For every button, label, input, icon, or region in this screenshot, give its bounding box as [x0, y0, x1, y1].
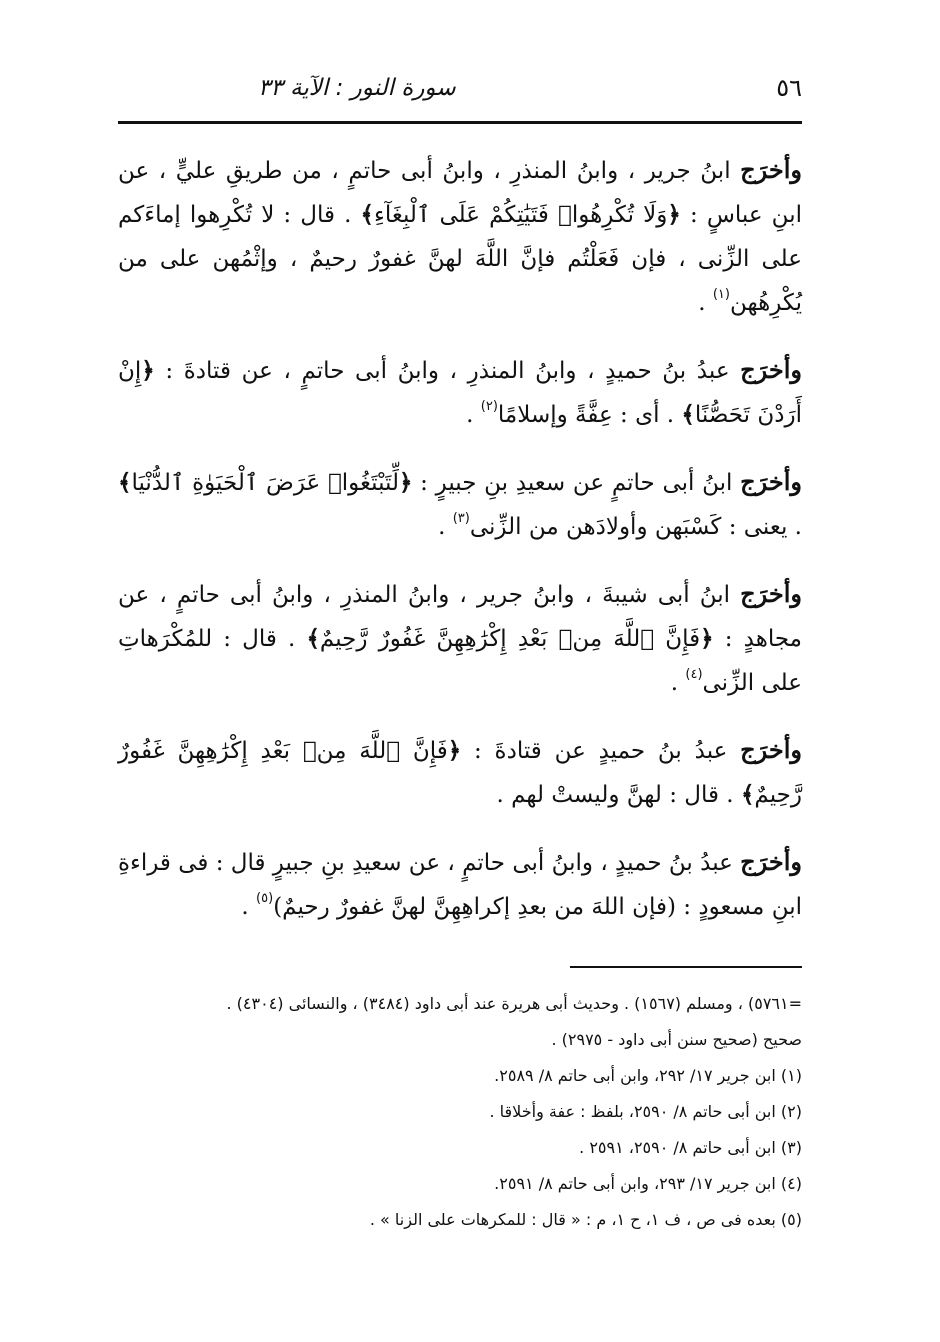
- paragraph: [118, 572, 802, 705]
- quran-quote: وَلَا تُكْرِهُوا۟ فَتَيَٰتِكُمْ عَلَى ٱلْبِغَآءِ: [374, 202, 668, 228]
- quran-quote: فَإِنَّ ٱللَّهَ مِنۢ بَعْدِ إِكْرَٰهِهِنَّ غَفُورٌ رَّحِيمٌ: [118, 738, 802, 808]
- paragraph-lead: وأخرَج: [740, 735, 802, 764]
- footnote-line: (٤) ابن جرير ١٧/ ٢٩٣، وابن أبى حاتم ٨/ ٢٥٩١.: [494, 1174, 802, 1193]
- paragraph: [118, 348, 802, 437]
- quran-bracket-open: ﴿: [141, 358, 155, 384]
- quran-bracket-open: ﴿: [700, 626, 714, 652]
- paragraph-text: . أى : عِفَّةً وإسلامًا: [497, 402, 682, 428]
- footnote-marker: (٥): [256, 891, 274, 906]
- paragraph-lead: وأخرَج: [740, 355, 802, 384]
- paragraph-text: . قال : لهنَّ وليستْ لهم .: [496, 782, 741, 808]
- footnote-line: (١) ابن جرير ١٧/ ٢٩٢، وابن أبى حاتم ٨/ ٢٥٨٩.: [494, 1066, 802, 1085]
- main-text: [118, 148, 802, 952]
- paragraph-text: عبدُ بنُ حميدٍ ، وابنُ أبى حاتمٍ ، عن سعيدِ بنِ جبيرٍ قال : فى قراءةِ ابنِ مسعودٍ :: [117, 850, 802, 920]
- paragraph-tail: .: [438, 514, 453, 540]
- quran-quote: إِنْ أَرَدْنَ تَحَصُّنًا: [118, 358, 802, 428]
- page-header: [118, 70, 802, 106]
- paragraph-tail: .: [241, 894, 257, 920]
- paragraph-text: ابنُ جرير ، وابنُ المنذرِ ، وابنُ أبى حاتمٍ ، من طريقِ عليٍّ ، عن ابنِ عباسٍ :: [118, 158, 802, 228]
- paragraph-lead: وأخرَج: [740, 579, 802, 608]
- quran-bracket-close: ﴾: [118, 470, 132, 496]
- quran-bracket-close: ﴾: [740, 782, 755, 808]
- quran-bracket-close: ﴾: [306, 626, 320, 652]
- footnote-line: =٥٧٦١) ، ومسلم (١٥٦٧) . وحديث أبى هريرة عند أبى داود (٣٤٨٤) ، والنسائى (٤٣٠٤) .: [226, 994, 802, 1013]
- footnote-marker: (١): [712, 287, 730, 302]
- footnote-line: (٥) بعده فى ص ، ف ١، ح ١، م : « قال : للمكرهات على الزنا » .: [369, 1210, 802, 1229]
- footnote-rule: [570, 966, 802, 968]
- footnote-marker: (٣): [452, 511, 470, 526]
- page-number: ٥٦: [776, 74, 802, 102]
- running-title: سورة النور : الآية ٣٣: [258, 75, 456, 101]
- quran-bracket-open: ﴿: [447, 738, 462, 764]
- paragraph-text: عبدُ بنُ حميدٍ عن قتادةَ :: [461, 738, 741, 764]
- quran-bracket-close: ﴾: [681, 402, 695, 428]
- footnote-line: (٣) ابن أبى حاتم ٨/ ٢٥٩٠، ٢٥٩١ .: [579, 1138, 802, 1157]
- paragraph: [118, 460, 802, 549]
- quran-quote: فَإِنَّ ٱللَّهَ مِنۢ بَعْدِ إِكْرَٰهِهِنَّ غَفُورٌ رَّحِيمٌ: [319, 626, 701, 652]
- quran-bracket-open: ﴿: [667, 202, 681, 228]
- footnote-line: (٢) ابن أبى حاتم ٨/ ٢٥٩٠، بلفظ : عفة وأخلاقا .: [489, 1102, 802, 1121]
- header-rule: [118, 121, 802, 124]
- variant-reading: (فإن اللهَ من بعدِ إكراهِهِنَّ لهنَّ غفورٌ رحيمٌ): [273, 894, 676, 920]
- footnotes: [118, 986, 802, 1238]
- paragraph-lead: وأخرَج: [740, 467, 802, 496]
- quran-bracket-close: ﴾: [360, 202, 375, 228]
- quran-quote: لِّتَبْتَغُوا۟ عَرَضَ ٱلْحَيَوٰةِ ٱلدُّنْيَا: [131, 470, 399, 496]
- footnote-marker: (٢): [480, 399, 498, 414]
- paragraph-text: عبدُ بنُ حميدٍ ، وابنُ المنذرِ ، وابنُ أبى حاتمٍ ، عن قتادةَ :: [154, 358, 741, 384]
- paragraph: [118, 148, 802, 325]
- quran-bracket-open: ﴿: [398, 470, 413, 496]
- footnote-line: صحيح (صحيح سنن أبى داود - ٢٩٧٥) .: [551, 1030, 802, 1049]
- paragraph-tail: .: [698, 290, 713, 316]
- paragraph-lead: وأخرَج: [740, 847, 802, 876]
- paragraph: [118, 728, 802, 817]
- paragraph-tail: .: [670, 670, 686, 696]
- paragraph-text: ابنُ أبى شيبةَ ، وابنُ جرير ، وابنُ المنذرِ ، وابنُ أبى حاتمٍ ، عن مجاهدٍ :: [118, 582, 802, 652]
- paragraph-lead: وأخرَج: [740, 155, 802, 184]
- paragraph-tail: .: [466, 402, 481, 428]
- paragraph-text: ابنُ أبى حاتمٍ عن سعيدِ بنِ جبيرٍ :: [412, 470, 741, 496]
- paragraph: [118, 840, 802, 929]
- paragraph-text: . يعنى : كَسْبَهن وأولادَهن من الزِّنى: [469, 514, 802, 540]
- paragraph-text: . قال : للمُكْرَهاتِ على الزِّنى: [118, 626, 802, 696]
- paragraph-text: . قال : لا تُكْرِهوا إماءَكم على الزِّنى ، فإن فَعَلْتُم فإنَّ اللَّهَ لهنَّ غفورٌ رحيمٌ ، وإثْمُهن على من يُكْرِهُهن: [118, 202, 802, 316]
- footnote-marker: (٤): [685, 667, 703, 682]
